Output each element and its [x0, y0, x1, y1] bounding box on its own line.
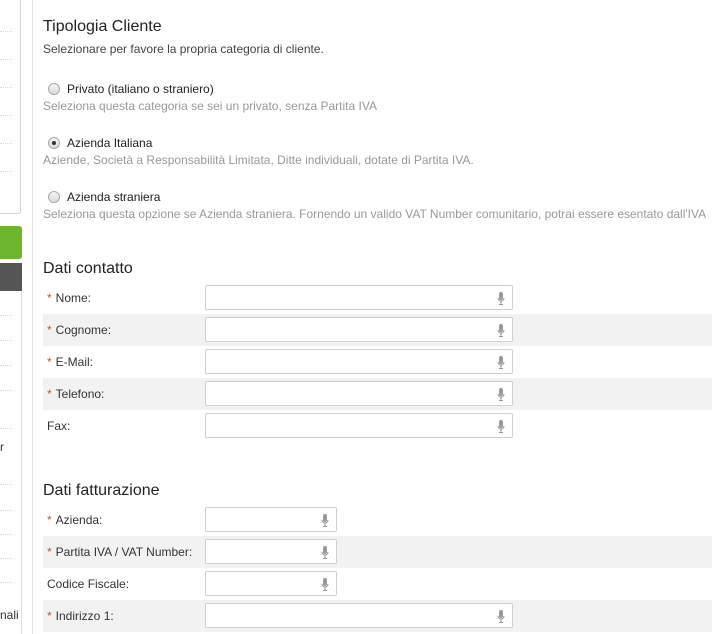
section-title-contatto: Dati contatto	[43, 260, 133, 277]
form-row-partita-iva	[43, 536, 712, 568]
form-row-indirizzo	[43, 600, 712, 632]
section-title-tipologia: Tipologia Cliente	[43, 18, 162, 35]
sidebar-green-button[interactable]	[0, 226, 22, 259]
field-label: * Cognome:	[47, 323, 112, 337]
sidebar-divider	[0, 143, 12, 144]
microphone-icon[interactable]	[497, 324, 505, 337]
radio-button-checked[interactable]	[48, 137, 60, 149]
telefono-input[interactable]	[205, 381, 513, 406]
radio-label[interactable]: Azienda Italiana	[67, 136, 153, 150]
microphone-icon[interactable]	[497, 356, 505, 369]
radio-option-privato[interactable]	[48, 82, 214, 96]
field-label: Fax:	[47, 419, 71, 433]
form-row-cognome	[43, 314, 712, 346]
sidebar-divider	[0, 428, 12, 429]
sidebar-clipped-text[interactable]: nali	[0, 608, 19, 622]
microphone-icon[interactable]	[321, 546, 329, 559]
field-label: * E-Mail:	[47, 355, 94, 369]
nome-input[interactable]	[205, 285, 513, 310]
cognome-input[interactable]	[205, 317, 513, 342]
content-border	[32, 0, 33, 634]
form-row-azienda	[43, 504, 712, 536]
form-row-telefono	[43, 378, 712, 410]
radio-description: Seleziona questa categoria se sei un privato, senza Partita IVA	[43, 99, 377, 113]
sidebar-divider	[0, 315, 12, 316]
radio-label[interactable]: Privato (italiano o straniero)	[67, 82, 214, 96]
microphone-icon[interactable]	[497, 388, 505, 401]
sidebar-divider	[0, 510, 12, 511]
microphone-icon[interactable]	[497, 292, 505, 305]
sidebar-dark-header	[0, 263, 22, 291]
sidebar-divider	[0, 390, 12, 391]
form-row-email	[43, 346, 712, 378]
codice-fiscale-input[interactable]	[205, 571, 337, 596]
radio-button[interactable]	[48, 83, 60, 95]
sidebar-divider	[0, 59, 12, 60]
left-sidebar	[0, 0, 22, 634]
field-label: * Partita IVA / VAT Number:	[47, 545, 193, 559]
sidebar-divider	[0, 340, 12, 341]
sidebar-divider	[0, 582, 12, 583]
field-label: * Azienda:	[47, 513, 103, 527]
radio-description: Seleziona questa opzione se Azienda straniera. Fornendo un valido VAT Number comunitario, potrai essere esentato dall'IVA	[43, 207, 707, 221]
radio-label[interactable]: Azienda straniera	[67, 190, 161, 204]
indirizzo-input[interactable]	[205, 603, 513, 628]
field-label: * Indirizzo 1:	[47, 609, 114, 623]
sidebar-divider	[0, 115, 12, 116]
email-input[interactable]	[205, 349, 513, 374]
sidebar-divider	[0, 31, 12, 32]
radio-option-azienda-straniera[interactable]	[48, 190, 160, 204]
sidebar-divider	[0, 558, 12, 559]
radio-description: Aziende, Società a Responsabilità Limitata, Ditte individuali, dotate di Partita IVA.	[43, 153, 474, 167]
fax-input[interactable]	[205, 413, 513, 438]
section-title-fatturazione: Dati fatturazione	[43, 482, 160, 499]
sidebar-clipped-text[interactable]: r	[0, 440, 4, 454]
sidebar-divider	[0, 484, 12, 485]
radio-button[interactable]	[48, 191, 60, 203]
microphone-icon[interactable]	[497, 420, 505, 433]
radio-option-azienda-italiana[interactable]	[48, 136, 152, 150]
sidebar-list	[0, 292, 22, 634]
microphone-icon[interactable]	[497, 610, 505, 623]
sidebar-divider	[0, 171, 12, 172]
form-row-codice-fiscale	[43, 568, 712, 600]
field-label: Codice Fiscale:	[47, 577, 130, 591]
form-row-nome	[43, 282, 712, 314]
form-row-fax	[43, 410, 712, 442]
field-label: * Nome:	[47, 291, 92, 305]
sidebar-divider	[0, 365, 12, 366]
microphone-icon[interactable]	[321, 578, 329, 591]
field-label: * Telefono:	[47, 387, 105, 401]
azienda-input[interactable]	[205, 507, 337, 532]
partita-iva-input[interactable]	[205, 539, 337, 564]
sidebar-divider	[0, 534, 12, 535]
microphone-icon[interactable]	[321, 514, 329, 527]
tipologia-subtitle: Selezionare per favore la propria categoria di cliente.	[43, 42, 324, 56]
sidebar-divider	[0, 87, 12, 88]
sidebar-panel	[0, 0, 21, 214]
